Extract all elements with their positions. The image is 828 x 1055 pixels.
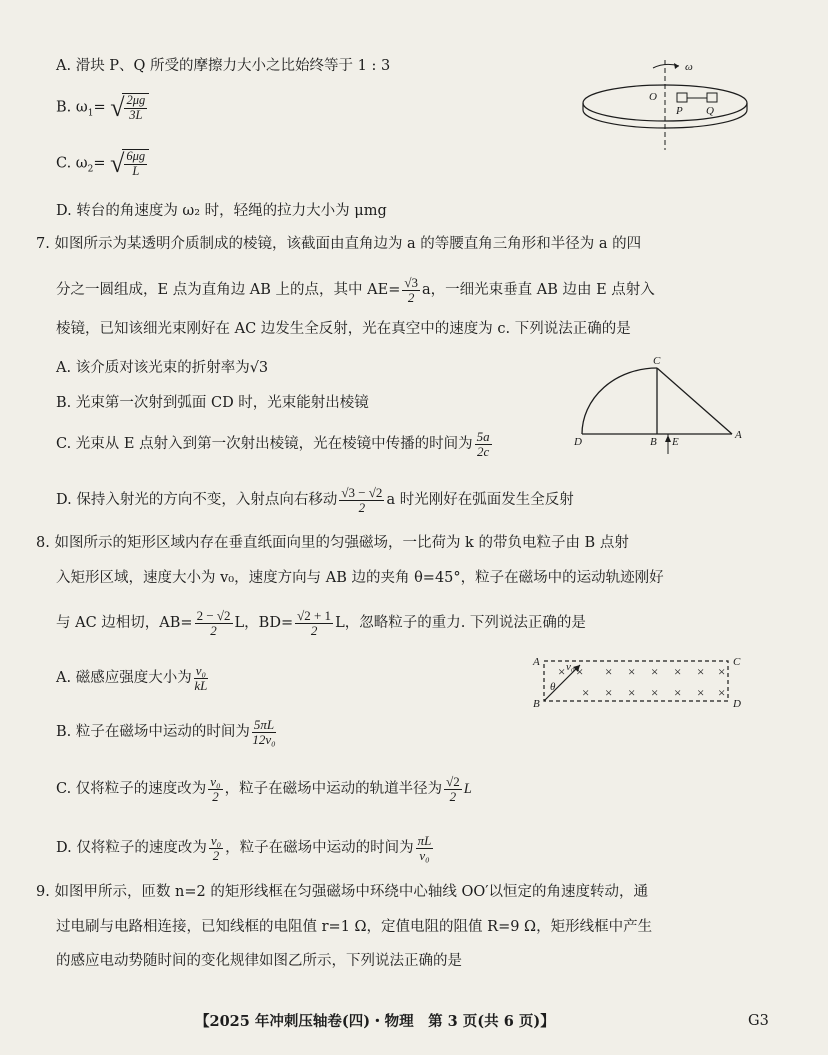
q7-line2-a: 分之一圆组成，E 点为直角边 AB 上的点，其中 AE=	[56, 282, 401, 299]
field-cross: ×	[628, 664, 636, 679]
turntable-figure	[575, 58, 755, 158]
field-cross: ×	[674, 664, 682, 679]
q7-option-d-tail: a 时光刚好在弧面发生全反射	[386, 492, 574, 509]
q8-option-b-num: 5πL	[253, 717, 275, 732]
field-cross: ×	[697, 664, 705, 679]
q7-option-c	[56, 430, 494, 458]
q8-option-d-num1: v₀	[210, 833, 222, 848]
q7-option-c-text: C. 光束从 E 点射入到第一次射出棱镜，光在棱镜中传播的时间为	[56, 436, 473, 453]
q8-line2: 入矩形区域，速度大小为 v₀，速度方向与 AB 边的夹角 θ=45°，粒子在磁场中的运动轨迹刚好	[56, 570, 664, 586]
rect-b-label: B	[533, 698, 540, 710]
q8-option-b-den: 12v₀	[252, 731, 276, 747]
q6-option-c-num: 6μg	[126, 149, 146, 164]
q9-line1: 9. 如图甲所示，匝数 n=2 的矩形线框在匀强磁场中环绕中心轴线 OO′以恒定的角速度转动，通	[36, 884, 649, 900]
q6-option-b-sub: 1	[87, 108, 94, 119]
q6-option-c-den: L	[132, 163, 140, 178]
q7-option-c-den: 2c	[476, 443, 490, 459]
point-b-label: B	[650, 436, 657, 448]
q8-ab-den: 2	[210, 622, 217, 638]
q8-option-c-den2: 2	[449, 788, 457, 804]
q7-ae-num: √3	[404, 275, 418, 290]
rect-d-label: D	[733, 698, 741, 710]
q8-bd-num: √2 + 1	[297, 608, 332, 623]
point-c-label: C	[653, 355, 661, 367]
slider-p-label: P	[676, 105, 683, 117]
omega-label: ω	[685, 61, 693, 73]
point-e-label: E	[672, 436, 679, 448]
page-code: G3	[748, 1013, 769, 1029]
q6-option-c: C. $\omega_2=$ √ $\frac{6\mu g}{L}$	[56, 148, 149, 179]
field-cross: ×	[651, 685, 659, 700]
q8-option-c	[56, 775, 472, 803]
theta-label: θ	[550, 681, 556, 693]
q7-line2-b: a，一细光束垂直 AB 边由 E 点射入	[422, 282, 655, 299]
q7-option-d-num: √3 − √2	[341, 485, 383, 500]
rect-c-label: C	[733, 656, 741, 668]
field-cross: ×	[697, 685, 705, 700]
q7-line1: 7. 如图所示为某透明介质制成的棱镜，该截面由直角边为 a 的等腰直角三角形和半径为 a 的四	[36, 236, 642, 252]
q6-option-b-label: B. ω	[56, 99, 88, 116]
q6-option-a: A. 滑块 P、Q 所受的摩擦力大小之比始终等于 1 : 3	[56, 58, 391, 74]
field-cross: ×	[628, 685, 636, 700]
q8-option-b-text: B. 粒子在磁场中运动的时间为	[56, 724, 250, 741]
q8-option-a-num: v₀	[195, 663, 206, 678]
rect-a-label: A	[533, 656, 540, 668]
point-d-label: D	[574, 436, 582, 448]
field-cross: ×	[605, 664, 613, 679]
q7-option-c-num: 5a	[476, 429, 490, 444]
q8-line3-c: L，忽略粒子的重力. 下列说法正确的是	[335, 615, 586, 632]
v0-label: v₀	[566, 661, 575, 673]
q8-option-b	[56, 718, 278, 746]
field-cross: ×	[582, 685, 590, 700]
q8-option-c-tail: L	[463, 781, 472, 798]
field-cross: ×	[651, 664, 659, 679]
q6-option-c-eq: =	[93, 155, 106, 172]
q8-line3-b: L，BD=	[234, 615, 294, 632]
q7-line2	[56, 276, 655, 304]
q8-option-c-num2: √2	[446, 774, 460, 789]
q8-line3	[56, 609, 586, 637]
q7-option-d	[56, 486, 574, 514]
center-o-label: O	[649, 91, 657, 103]
q8-option-c-den1: 2	[212, 788, 219, 804]
q6-option-b: B. $\omega_1=$ √ $\frac{2\mu g}{3L}$	[56, 92, 149, 123]
magnetic-field-figure	[530, 652, 745, 710]
q8-option-c-mid: ，粒子在磁场中运动的轨道半径为	[224, 781, 443, 798]
slider-q-label: Q	[706, 105, 714, 117]
prism-figure	[572, 352, 752, 460]
q8-option-a	[56, 664, 210, 692]
q7-ae-den: 2	[407, 289, 415, 305]
field-cross: ×	[558, 664, 566, 679]
q6-option-d: D. 转台的角速度为 ω₂ 时，轻绳的拉力大小为 μmg	[56, 203, 387, 219]
q6-option-b-eq: =	[93, 99, 106, 116]
q8-option-d-mid: ，粒子在磁场中运动的时间为	[225, 840, 414, 857]
q8-option-d	[56, 834, 435, 862]
q8-option-d-num2: πL	[417, 833, 432, 848]
field-cross: ×	[605, 685, 613, 700]
field-crosses	[558, 664, 725, 700]
q8-option-c-text: C. 仅将粒子的速度改为	[56, 781, 207, 798]
q6-option-b-den: 3L	[129, 107, 143, 122]
field-cross: ×	[718, 664, 726, 679]
q8-option-a-den: kL	[194, 677, 208, 693]
q8-option-d-text: D. 仅将粒子的速度改为	[56, 840, 207, 857]
q8-option-d-den1: 2	[212, 847, 220, 863]
q8-line1: 8. 如图所示的矩形区域内存在垂直纸面向里的匀强磁场，一比荷为 k 的带负电粒子由 B 点射	[36, 535, 629, 551]
field-cross: ×	[576, 664, 584, 679]
q7-option-d-den: 2	[358, 499, 366, 515]
q8-line3-a: 与 AC 边相切，AB=	[56, 615, 193, 632]
point-a-label: A	[735, 429, 742, 441]
q8-bd-den: 2	[310, 622, 318, 638]
q7-line3: 棱镜，已知该细光束刚好在 AC 边发生全反射，光在真空中的速度为 c. 下列说法正确的是	[56, 321, 631, 337]
q6-option-c-label: C. ω	[56, 155, 88, 172]
q7-option-a: A. 该介质对该光束的折射率为√3	[56, 360, 269, 376]
q9-line2: 过电刷与电路相连接，已知线框的电阻值 r=1 Ω，定值电阻的阻值 R=9 Ω，矩形线框中产生	[56, 919, 653, 935]
q6-option-c-sub: 2	[87, 164, 94, 175]
page-footer: 【2025 年冲刺压轴卷(四)・物理 第 3 页(共 6 页)】	[195, 1013, 555, 1030]
field-cross: ×	[674, 685, 682, 700]
q8-option-a-text: A. 磁感应强度大小为	[56, 670, 192, 687]
q8-option-d-den2: v₀	[419, 847, 430, 863]
q8-option-c-num1: v₀	[210, 774, 221, 789]
q9-line3: 的感应电动势随时间的变化规律如图乙所示，下列说法正确的是	[56, 953, 462, 969]
q6-option-b-num: 2μg	[126, 93, 146, 108]
q7-option-b: B. 光束第一次射到弧面 CD 时，光束能射出棱镜	[56, 395, 369, 411]
field-cross: ×	[718, 685, 726, 700]
q8-ab-num: 2 − √2	[196, 608, 231, 623]
q7-option-d-text: D. 保持入射光的方向不变，入射点向右移动	[56, 492, 338, 509]
